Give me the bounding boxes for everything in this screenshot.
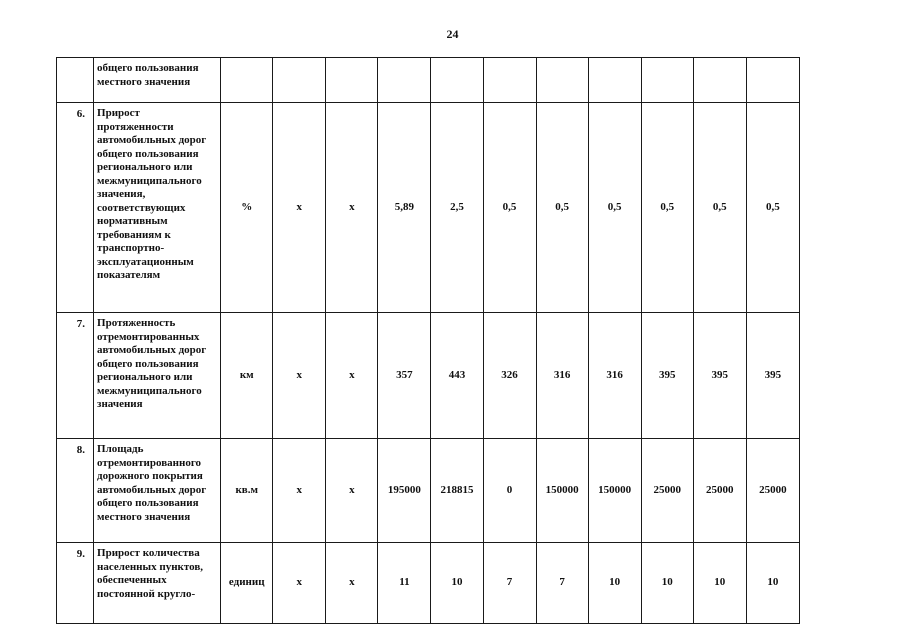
value-cell: 25000 [693,439,746,543]
value-cell: х [326,439,378,543]
value-cell: 5,89 [378,103,431,313]
value-cell: 150000 [536,439,588,543]
value-cell: х [273,439,326,543]
value-cell: 0,5 [641,103,693,313]
value-cell: 357 [378,313,431,439]
value-cell: 7 [536,543,588,624]
value-cell: 0,5 [693,103,746,313]
value-cell: 443 [431,313,483,439]
value-cell: 10 [746,543,799,624]
indicator-name-cell: Площадь отремонтированного дорожного покрытия автомобильных дорог общего пользования местного значения [94,439,221,543]
value-cell: 218815 [431,439,483,543]
row-number-cell: 6. [57,103,94,313]
value-cell [273,58,326,103]
value-cell: 0,5 [483,103,536,313]
unit-cell: кв.м [221,439,273,543]
row-number-cell: 8. [57,439,94,543]
value-cell: 0,5 [536,103,588,313]
unit-cell: единиц [221,543,273,624]
value-cell: х [273,543,326,624]
value-cell: 395 [746,313,799,439]
unit-cell: % [221,103,273,313]
value-cell: 0,5 [746,103,799,313]
unit-cell [221,58,273,103]
indicator-name-cell: Протяженность отремонтированных автомобильных дорог общего пользования регионального или межмуниципального значения [94,313,221,439]
indicators-table [56,57,800,624]
value-cell: 25000 [641,439,693,543]
row-number-cell [57,58,94,103]
value-cell: 316 [536,313,588,439]
value-cell: х [326,103,378,313]
value-cell: 7 [483,543,536,624]
value-cell: х [326,313,378,439]
value-cell: 395 [693,313,746,439]
indicator-name-cell: общего пользования местного значения [94,58,221,103]
table-row [57,543,800,624]
value-cell: 326 [483,313,536,439]
unit-cell: км [221,313,273,439]
table-row [57,313,800,439]
value-cell [536,58,588,103]
value-cell [746,58,799,103]
value-cell: х [326,543,378,624]
value-cell: х [273,313,326,439]
value-cell [431,58,483,103]
value-cell [326,58,378,103]
value-cell: х [273,103,326,313]
value-cell: 2,5 [431,103,483,313]
table-row [57,58,800,103]
row-number-cell: 9. [57,543,94,624]
value-cell: 11 [378,543,431,624]
value-cell: 395 [641,313,693,439]
value-cell [483,58,536,103]
table-row [57,439,800,543]
value-cell: 10 [641,543,693,624]
value-cell [693,58,746,103]
value-cell: 10 [693,543,746,624]
table-row [57,103,800,313]
value-cell: 316 [588,313,641,439]
value-cell [378,58,431,103]
value-cell [641,58,693,103]
value-cell [588,58,641,103]
value-cell: 0 [483,439,536,543]
value-cell: 25000 [746,439,799,543]
row-number-cell: 7. [57,313,94,439]
page-number: 24 [446,27,459,41]
indicator-name-cell: Прирост протяженности автомобильных дорог общего пользования регионального или межмуниципального значения, соответствующих нормативным требованиям к транспортно-эксплуатационным показателям [94,103,221,313]
indicator-name-cell: Прирост количества населенных пунктов, обеспеченных постоянной кругло- [94,543,221,624]
value-cell: 150000 [588,439,641,543]
value-cell: 195000 [378,439,431,543]
value-cell: 0,5 [588,103,641,313]
value-cell: 10 [588,543,641,624]
value-cell: 10 [431,543,483,624]
